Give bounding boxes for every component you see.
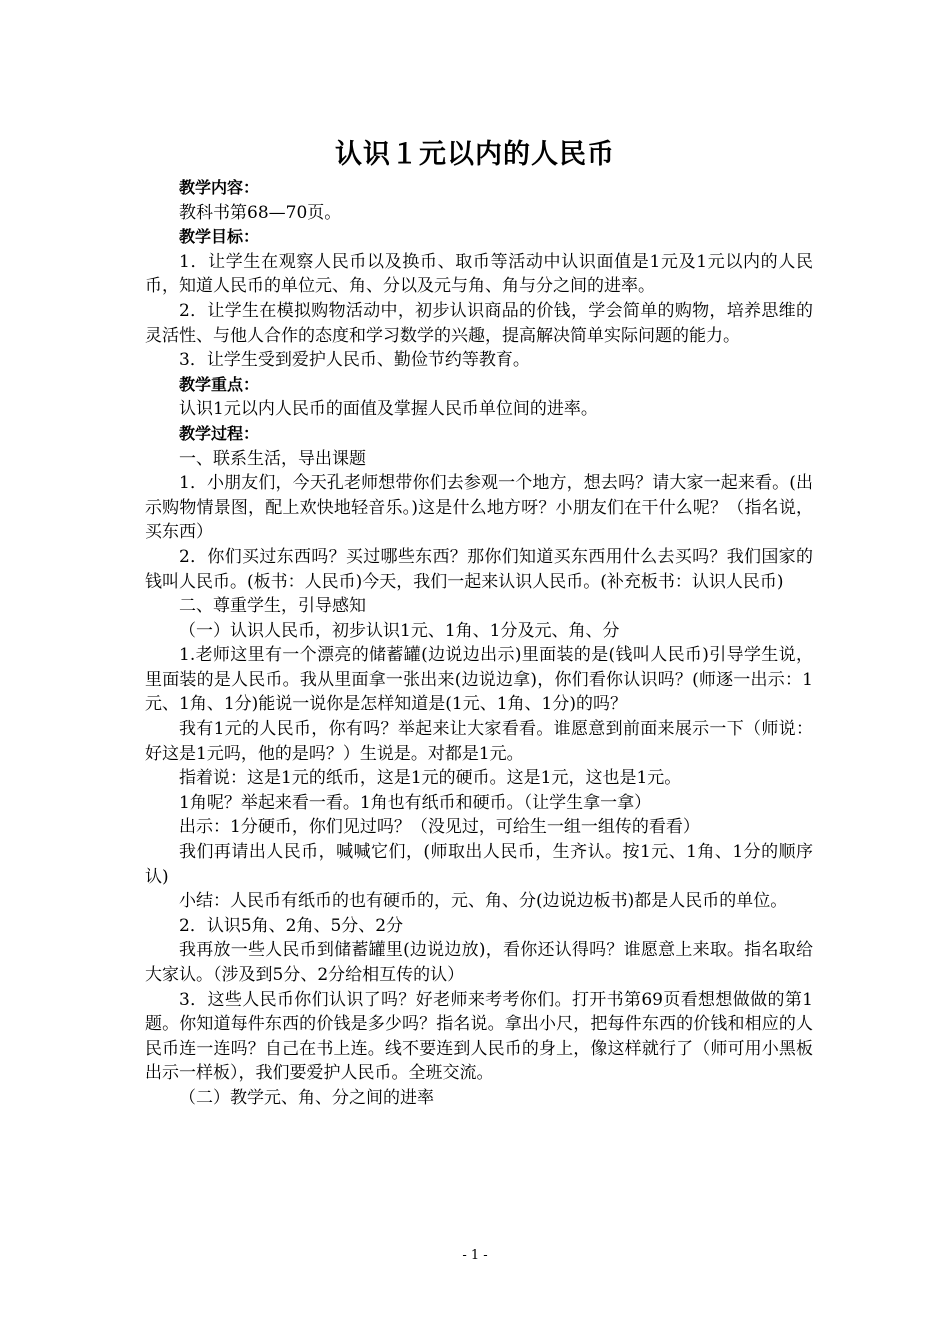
paragraph: 二、尊重学生，引导感知 [179, 596, 366, 617]
paragraph: 我再放一些人民币到储蓄罐里(边说边放)，看你还认得吗？谁愿意上来取。指名取给大家认。（涉及到5分、2分给相互传的认） [145, 940, 813, 985]
paragraph: 小结：人民币有纸币的也有硬币的，元、角、分(边说边板书)都是人民币的单位。 [179, 891, 788, 912]
paragraph: 教科书第68—70页。 [179, 202, 342, 223]
paragraph: 1角呢？举起来看一看。1角也有纸币和硬币。（让学生拿一拿） [179, 792, 652, 813]
paragraph: （二）教学元、角、分之间的进率 [179, 1087, 434, 1108]
paragraph: 1．让学生在观察人民币以及换币、取币等活动中认识面值是1元及1元以内的人民币，知道人民币的单位元、角、分以及元与角、角与分之间的进率。 [145, 251, 813, 297]
paragraph: 1.老师这里有一个漂亮的储蓄罐(边说边出示)里面装的是(钱叫人民币)引导学生说，里面装的是人民币。我从里面拿一张出来(边说边拿)，你们看你认识吗？(师逐一出示：1元、1角、1分)能说一说你是怎样知道是(1元、1角、1分)的吗？ [145, 645, 813, 715]
paragraph: 一、联系生活，导出课题 [179, 448, 366, 469]
section-heading: 教学过程： [179, 423, 260, 443]
paragraph: 2．让学生在模拟购物活动中，初步认识商品的价钱，学会简单的购物，培养思维的灵活性、与他人合作的态度和学习数学的兴趣，提高解决简单实际问题的能力。 [145, 300, 813, 346]
paragraph: 我有1元的人民币，你有吗？举起来让大家看看。谁愿意到前面来展示一下（师说：好这是1元吗，他的是吗？）生说是。对都是1元。 [145, 719, 813, 764]
page-number: - 1 - [462, 1248, 488, 1263]
paragraph: （一）认识人民币，初步认识1元、1角、1分及元、角、分 [179, 620, 620, 641]
paragraph: 2．认识5角、2角、5分、2分 [179, 915, 404, 936]
paragraph: 认识1元以内人民币的面值及掌握人民币单位间的进率。 [179, 399, 598, 420]
paragraph: 3．让学生受到爱护人民币、勤俭节约等教育。 [179, 350, 530, 371]
section-heading: 教学重点： [179, 374, 260, 394]
paragraph: 出示：1分硬币，你们见过吗？（没见过，可给生一组一组传的看看） [179, 817, 700, 838]
paragraph: 我们再请出人民币，喊喊它们，(师取出人民币，生齐认。按1元、1角、1分的顺序认) [145, 842, 813, 887]
section-heading: 教学目标： [179, 227, 260, 247]
document-title: 认识１元以内的人民币 [335, 139, 615, 170]
section-heading: 教学内容： [179, 178, 260, 197]
paragraph: 3．这些人民币你们认识了吗？好老师来考考你们。打开书第69页看想想做做的第1题。你知道每件东西的价钱是多少吗？指名说。拿出小尺，把每件东西的价钱和相应的人民币连一连吗？自己在书上连。线不要连到人民币的身上，像这样就行了（师可用小黑板出示一样板），我们要爱护人民币。全班交流。 [145, 989, 813, 1084]
paragraph: 2．你们买过东西吗？买过哪些东西？那你们知道买东西用什么去买吗？我们国家的钱叫人民币。(板书：人民币)今天，我们一起来认识人民币。(补充板书：认识人民币) [145, 546, 813, 592]
paragraph: 指着说：这是1元的纸币，这是1元的硬币。这是1元，这也是1元。 [179, 768, 682, 789]
document-body [145, 176, 813, 1111]
paragraph: 1．小朋友们，今天孔老师想带你们去参观一个地方，想去吗？请大家一起来看。(出示购物情景图，配上欢快地轻音乐。)这是什么地方呀？小朋友们在干什么呢？（指名说，买东西） [145, 473, 813, 543]
